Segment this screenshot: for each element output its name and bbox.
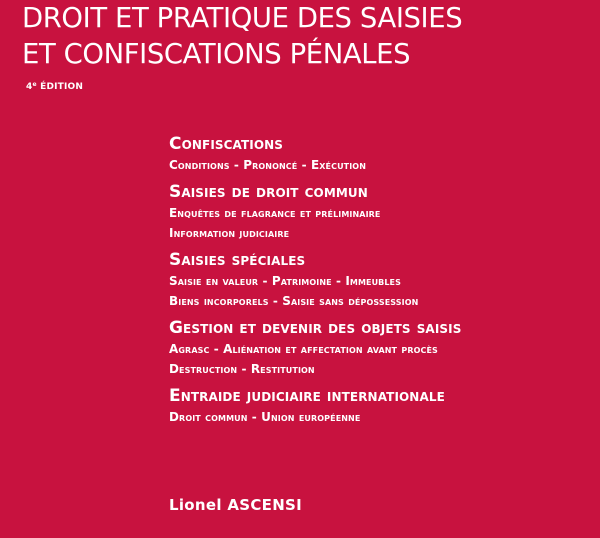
book-title	[22, 0, 581, 72]
book-title-line-2: ET CONFISCATIONS PÉNALES	[22, 37, 411, 70]
table-of-contents	[169, 133, 589, 433]
section-subtitle: Information judiciaire	[169, 226, 290, 240]
section-confiscations	[169, 133, 589, 175]
section-title: Gestion et devenir des objets saisis	[169, 318, 462, 338]
edition-label	[26, 81, 83, 92]
section-title: Saisies spéciales	[169, 250, 306, 270]
section-subtitle: Agrasc - Aliénation et affectation avant procès	[169, 342, 438, 356]
edition-suffix: e	[32, 81, 37, 88]
book-title-line-1: DROIT ET PRATIQUE DES SAISIES	[22, 1, 463, 34]
edition-word: ÉDITION	[40, 82, 84, 92]
section-title: Saisies de droit commun	[169, 182, 368, 202]
section-gestion-objets-saisis	[169, 317, 589, 379]
section-saisies-droit-commun	[169, 181, 589, 243]
section-saisies-speciales	[169, 249, 589, 311]
edition-number: 4	[26, 82, 33, 92]
section-subtitle: Conditions - Prononcé - Exécution	[169, 158, 366, 172]
section-subtitle: Droit commun - Union européenne	[169, 410, 361, 424]
section-entraide-internationale	[169, 385, 589, 427]
section-subtitle: Enquêtes de flagrance et préliminaire	[169, 206, 381, 220]
section-title: Confiscations	[169, 134, 284, 154]
section-subtitle: Saisie en valeur - Patrimoine - Immeubles	[169, 274, 401, 288]
section-title: Entraide judiciaire internationale	[169, 386, 445, 406]
section-subtitle: Destruction - Restitution	[169, 362, 315, 376]
section-subtitle: Biens incorporels - Saisie sans dépossession	[169, 294, 419, 308]
author-name: Lionel ASCENSI	[169, 496, 303, 514]
